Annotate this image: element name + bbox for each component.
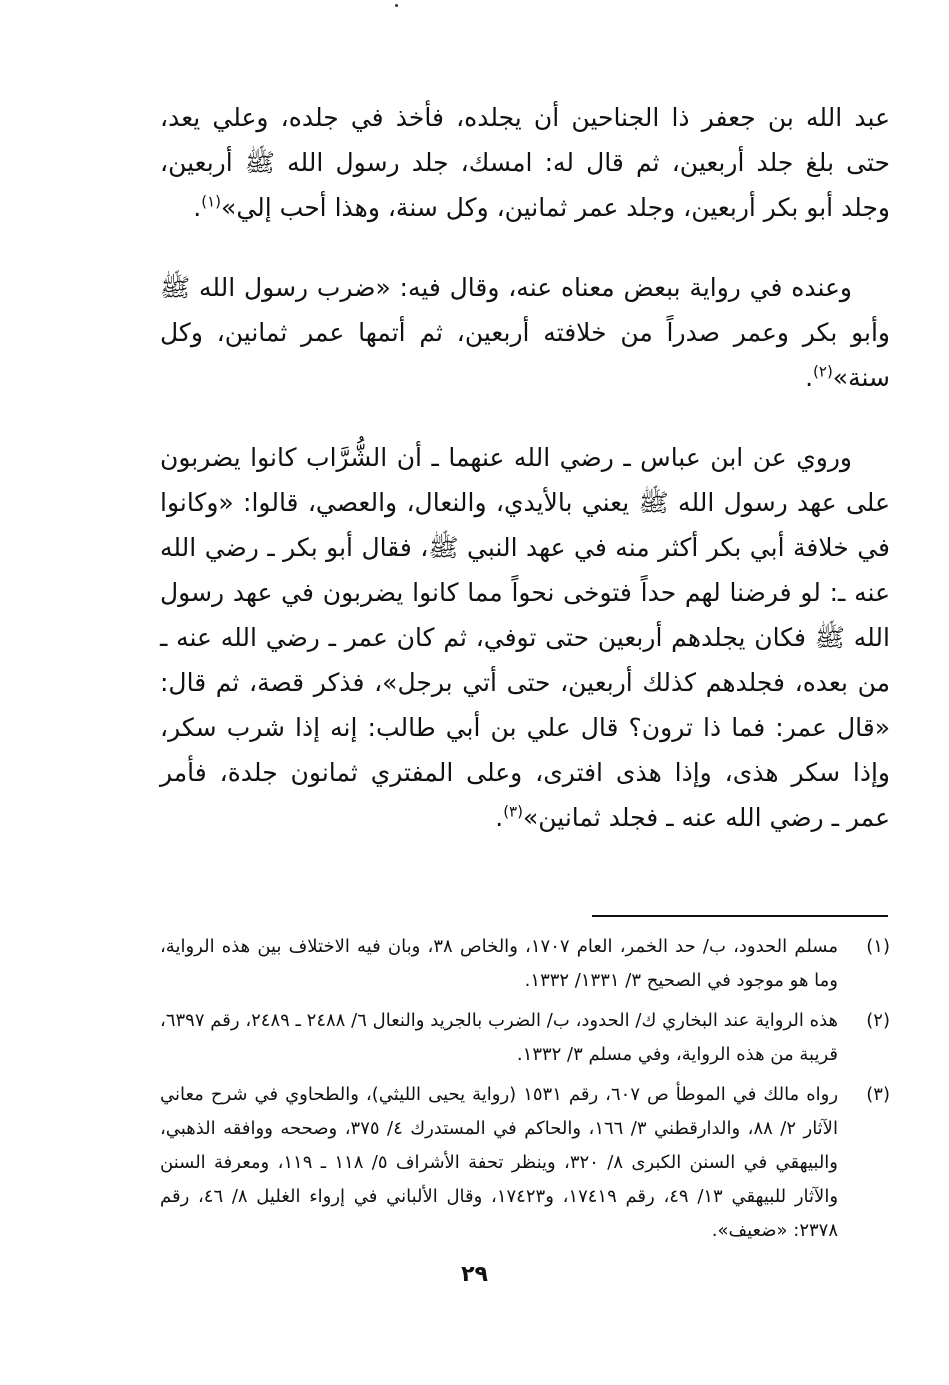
footnote-2-text: هذه الرواية عند البخاري ك/ الحدود، ب/ الضرب بالجريد والنعال ٦/ ٢٤٨٨ ـ ٢٤٨٩، رقم ٦٣٩٧، قريبة من هذه الرواية، وفي مسلم ٣/ ١٣٣٢. <box>160 1010 839 1065</box>
footnote-ref-2[interactable]: (٢) <box>813 362 833 381</box>
footnote-divider <box>592 915 888 917</box>
paragraph-2-text: وعنده في رواية ببعض معناه عنه، وقال فيه: «ضرب رسول الله ﷺ وأبو بكر وعمر صدراً من خلافته أربعين، ثم أتمها عمر ثمانين، وكل سنة» <box>160 273 890 392</box>
footnote-3-text: رواه مالك في الموطأ ص ٦٠٧، رقم ١٥٣١ (رواية يحيى الليثي)، والطحاوي في شرح معاني الآثار ٢/ ٨٨، والدارقطني ٣/ ١٦٦، والحاكم في المستدرك ٤/ ٣٧٥، وصححه ووافقه الذهبي، والبيهقي في السنن الكبرى ٨/ ٣٢٠، وينظر تحفة الأشراف ٥/ ١١٨ ـ ١١٩، ومعرفة السنن والآثار للبيهقي ١٣/ ٤٩، رقم ١٧٤١٩، و١٧٤٢٣، وقال الألباني في إرواء الغليل ٨/ ٤٦، رقم ٢٣٧٨: «ضعيف». <box>160 1084 839 1241</box>
footnotes <box>160 930 890 1254</box>
paragraph-3-end: . <box>495 803 504 832</box>
footnote-3 <box>160 1078 890 1248</box>
paragraph-1-end: . <box>193 193 202 222</box>
paragraph-3-text: وروي عن ابن عباس ـ رضي الله عنهما ـ أن الشُّرَّاب كانوا يضربون على عهد رسول الله ﷺ يعني بالأيدي، والنعال، والعصي، قالوا: «وكانوا في خلافة أبي بكر أكثر منه في عهد النبي ﷺ، فقال أبو بكر ـ رضي الله عنه ـ: لو فرضنا لهم حداً فتوخى نحواً مما كانوا يضربون في عهد رسول الله ﷺ فكان يجلدهم أربعين حتى توفي، ثم كان عمر ـ رضي الله عنه ـ من بعده، فجلدهم كذلك أربعين، حتى أتي برجل»، فذكر قصة، ثم قال: «قال عمر: فما ذا ترون؟ قال علي بن أبي طالب: إنه إذا شرب سكر، وإذا سكر هذى، وإذا هذى افترى، وعلى المفتري ثمانون جلدة، فأمر عمر ـ رضي الله عنه ـ فجلد ثمانين» <box>160 443 890 832</box>
paragraph-2 <box>160 265 890 400</box>
footnote-1 <box>160 930 890 998</box>
paragraph-1-text: عبد الله بن جعفر ذا الجناحين أن يجلده، فأخذ في جلده، وعلي يعد، حتى بلغ جلد أربعين، ثم قال له: امسك، جلد رسول الله ﷺ أربعين، وجلد أبو بكر أربعين، وجلد عمر ثمانين، وكل سنة، وهذا أحب إلي» <box>160 103 890 222</box>
page-number: ٢٩ <box>461 1262 488 1287</box>
footnote-ref-1[interactable]: (١) <box>201 192 222 211</box>
footnote-2 <box>160 1004 890 1072</box>
paragraph-3 <box>160 435 890 840</box>
main-text <box>160 95 890 840</box>
footnote-3-number: (٣) <box>866 1084 890 1105</box>
footnote-2-number: (٢) <box>866 1010 890 1031</box>
paragraph-1 <box>160 95 890 230</box>
paragraph-2-end: . <box>805 363 814 392</box>
footnote-1-number: (١) <box>866 936 890 957</box>
scan-dot-mark <box>395 4 398 7</box>
footnote-1-text: مسلم الحدود، ب/ حد الخمر، العام ١٧٠٧، والخاص ٣٨، وبان فيه الاختلاف بين هذه الرواية، وما هو موجود في الصحيح ٣/ ١٣٣١/ ١٣٣٢. <box>160 936 838 991</box>
footnote-ref-3[interactable]: (٣) <box>503 802 523 821</box>
